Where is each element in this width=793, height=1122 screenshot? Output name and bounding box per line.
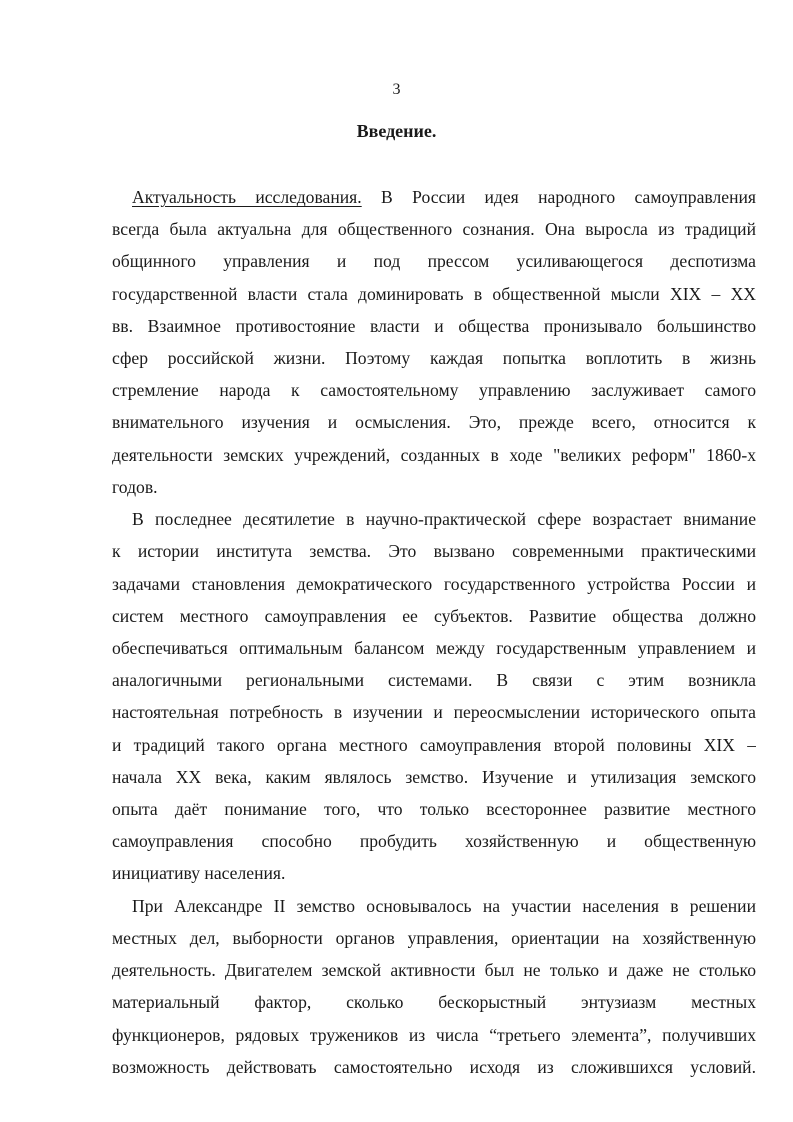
text-line: Актуальность исследования. В России идея народного самоуправления bbox=[132, 187, 756, 207]
text-line: обеспечиваться оптимальным балансом между государственным управлением и bbox=[112, 638, 756, 659]
text-line: материальный фактор, сколько бескорыстный энтузиазм местных bbox=[112, 992, 756, 1013]
text-line: и традиций такого органа местного самоуправления второй половины XIX – bbox=[112, 734, 756, 755]
text-line: стремление народа к самостоятельному управлению заслуживает самого bbox=[112, 380, 756, 401]
text-line: аналогичными региональными системами. В связи с этим возникла bbox=[112, 670, 756, 691]
text-line: самоуправления способно пробудить хозяйственную и общественную bbox=[112, 831, 756, 852]
text-line: настоятельная потребность в изучении и переосмыслении исторического опыта bbox=[112, 702, 756, 723]
text-line: государственной власти стала доминировать в общественной мысли XIX – XX bbox=[112, 283, 756, 304]
text-line: возможность действовать самостоятельно исходя из сложившихся условий. bbox=[112, 1056, 756, 1077]
text-line: функционеров, рядовых тружеников из числа “третьего элемента”, получивших bbox=[112, 1024, 756, 1045]
text-line: опыта даёт понимание того, что только всестороннее развитие местного bbox=[112, 798, 756, 819]
page-number: 3 bbox=[392, 81, 401, 98]
text-line: внимательного изучения и осмысления. Это, прежде всего, относится к bbox=[112, 412, 756, 433]
text-line: начала XX века, каким являлось земство. Изучение и утилизация земского bbox=[112, 766, 756, 787]
text-line: инициативу населения. bbox=[112, 863, 286, 884]
text-line: вв. Взаимное противостояние власти и общества пронизывало большинство bbox=[112, 315, 756, 336]
text-line: деятельность. Двигателем земской активности был не только и даже не столько bbox=[112, 960, 756, 981]
body-text bbox=[112, 181, 756, 1083]
text-line: общинного управления и под прессом усиливающегося деспотизма bbox=[112, 251, 756, 272]
text-line: деятельности земских учреждений, созданных в ходе "великих реформ" 1860-х bbox=[112, 444, 756, 465]
text-line: задачами становления демократического государственного устройства России и bbox=[112, 573, 756, 594]
text-line: При Александре II земство основывалось на участии населения в решении bbox=[132, 895, 756, 916]
text-line: годов. bbox=[112, 476, 158, 497]
section-title: Введение. bbox=[356, 121, 437, 141]
underlined-heading: Актуальность исследования. bbox=[132, 187, 362, 207]
text-line: местных дел, выборности органов управления, ориентации на хозяйственную bbox=[112, 928, 756, 949]
text-line: всегда была актуальна для общественного сознания. Она выросла из традиций bbox=[112, 219, 756, 240]
text-line: к истории института земства. Это вызвано современными практическими bbox=[112, 541, 756, 562]
text-line: сфер российской жизни. Поэтому каждая попытка воплотить в жизнь bbox=[112, 347, 756, 368]
text-line: систем местного самоуправления ее субъектов. Развитие общества должно bbox=[112, 605, 756, 626]
text-line: В последнее десятилетие в научно-практической сфере возрастает внимание bbox=[132, 509, 756, 530]
